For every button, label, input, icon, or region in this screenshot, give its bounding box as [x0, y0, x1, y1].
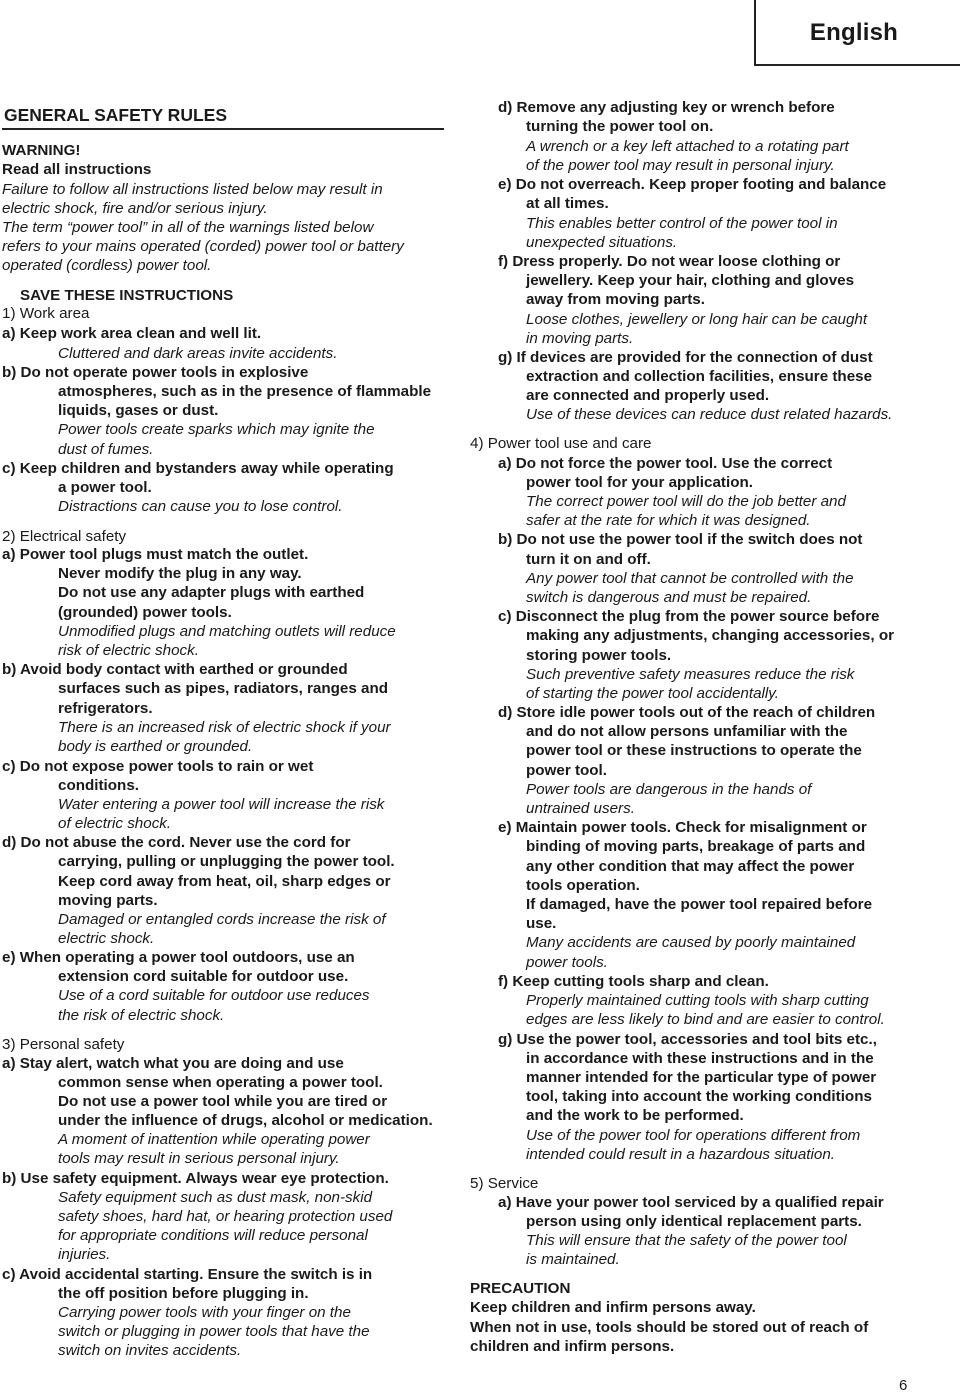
text-line: g) If devices are provided for the connection of dust	[498, 349, 873, 366]
text-line: carrying, pulling or unplugging the power tool.	[58, 853, 395, 870]
text-line: switch on invites accidents.	[58, 1342, 242, 1359]
text-line: b) Use safety equipment. Always wear eye protection.	[2, 1170, 389, 1187]
text-line: a) Stay alert, watch what you are doing and use	[2, 1055, 344, 1072]
language-label: English	[809, 19, 898, 46]
text-line: tools operation.	[526, 877, 640, 894]
text-line: c) Avoid accidental starting. Ensure the switch is in	[2, 1266, 373, 1283]
title-rule	[2, 128, 444, 130]
text-line: and the work to be performed.	[526, 1107, 744, 1124]
text-line: d) Store idle power tools out of the reach of children	[498, 704, 876, 721]
text-line: electric shock.	[58, 930, 155, 947]
text-line: in moving parts.	[526, 330, 634, 347]
text-line: g) Use the power tool, accessories and tool bits etc.,	[498, 1031, 877, 1048]
text-line: power tool.	[526, 762, 607, 779]
text-line: 4) Power tool use and care	[470, 435, 652, 452]
text-line: PRECAUTION	[470, 1280, 571, 1297]
text-line: Water entering a power tool will increase the risk	[58, 796, 385, 813]
text-line: any other condition that may affect the power	[526, 858, 855, 875]
text-line: for appropriate conditions will reduce personal	[58, 1227, 368, 1244]
text-line: surfaces such as pipes, radiators, ranges and	[58, 680, 389, 697]
text-line: Damaged or entangled cords increase the risk of	[58, 911, 386, 928]
text-line: switch or plugging in power tools that have the	[58, 1323, 370, 1340]
text-line: Power tools are dangerous in the hands of	[526, 781, 812, 798]
language-tab	[754, 0, 960, 66]
text-line: WARNING!	[2, 142, 81, 159]
text-line: person using only identical replacement parts.	[526, 1213, 862, 1230]
text-line: moving parts.	[58, 892, 158, 909]
text-line: at all times.	[526, 195, 609, 212]
text-line: Properly maintained cutting tools with sharp cutting	[526, 992, 869, 1009]
text-line: dust of fumes.	[58, 441, 154, 458]
text-line: d) Remove any adjusting key or wrench before	[498, 99, 835, 116]
text-line: Loose clothes, jewellery or long hair can be caught	[526, 311, 868, 328]
text-line: Carrying power tools with your finger on the	[58, 1304, 351, 1321]
text-line: power tool for your application.	[526, 474, 753, 491]
text-line: atmospheres, such as in the presence of flammable	[58, 383, 432, 400]
text-line: The correct power tool will do the job better and	[526, 493, 846, 510]
text-line: c) Do not expose power tools to rain or wet	[2, 758, 314, 775]
text-line: refrigerators.	[58, 700, 153, 717]
text-line: extension cord suitable for outdoor use.	[58, 968, 349, 985]
text-line: manner intended for the particular type of power	[526, 1069, 877, 1086]
text-line: a power tool.	[58, 479, 152, 496]
text-line: body is earthed or grounded.	[58, 738, 253, 755]
text-line: Use of the power tool for operations different from	[526, 1127, 861, 1144]
text-line: Keep cord away from heat, oil, sharp edges or	[58, 873, 391, 890]
text-line: The term “power tool” in all of the warnings listed below	[2, 219, 374, 236]
text-line: Use of a cord suitable for outdoor use reduces	[58, 987, 370, 1004]
text-line: SAVE THESE INSTRUCTIONS	[20, 287, 234, 304]
text-line: c) Keep children and bystanders away while operating	[2, 460, 394, 477]
text-line: a) Power tool plugs must match the outlet.	[2, 546, 309, 563]
text-line: 5) Service	[470, 1175, 539, 1192]
text-line: untrained users.	[526, 800, 635, 817]
text-line: operated (cordless) power tool.	[2, 257, 212, 274]
page-number: 6	[899, 1377, 908, 1394]
text-line: extraction and collection facilities, ensure these	[526, 368, 873, 385]
text-line: Read all instructions	[2, 161, 152, 178]
text-line: is maintained.	[526, 1251, 620, 1268]
text-line: storing power tools.	[526, 647, 672, 664]
text-line: liquids, gases or dust.	[58, 402, 219, 419]
text-line: switch is dangerous and must be repaired.	[526, 589, 812, 606]
text-line: Do not use a power tool while you are tired or	[58, 1093, 388, 1110]
text-line: intended could result in a hazardous situation.	[526, 1146, 836, 1163]
text-line: under the influence of drugs, alcohol or medication.	[58, 1112, 433, 1129]
text-line: tool, taking into account the working conditions	[526, 1088, 872, 1105]
text-line: conditions.	[58, 777, 139, 794]
text-line: jewellery. Keep your hair, clothing and gloves	[526, 272, 855, 289]
text-line: b) Do not operate power tools in explosive	[2, 364, 309, 381]
text-line: are connected and properly used.	[526, 387, 770, 404]
text-line: a) Have your power tool serviced by a qualified repair	[498, 1194, 884, 1211]
text-line: common sense when operating a power tool.	[58, 1074, 383, 1091]
text-line: a) Do not force the power tool. Use the correct	[498, 455, 833, 472]
text-line: f) Keep cutting tools sharp and clean.	[498, 973, 769, 990]
text-line: Use of these devices can reduce dust related hazards.	[526, 406, 893, 423]
text-line: (grounded) power tools.	[58, 604, 232, 621]
text-line: in accordance with these instructions and in the	[526, 1050, 874, 1067]
text-line: e) Maintain power tools. Check for misalignment or	[498, 819, 867, 836]
text-line: the risk of electric shock.	[58, 1007, 225, 1024]
text-line: children and infirm persons.	[470, 1338, 675, 1355]
text-line: making any adjustments, changing accessories, or	[526, 627, 895, 644]
text-line: power tools.	[526, 954, 608, 971]
text-line: safer at the rate for which it was designed.	[526, 512, 811, 529]
text-line: Never modify the plug in any way.	[58, 565, 302, 582]
text-line: 2) Electrical safety	[2, 528, 127, 545]
text-line: the off position before plugging in.	[58, 1285, 309, 1302]
text-line: There is an increased risk of electric shock if your	[58, 719, 391, 736]
section-title: GENERAL SAFETY RULES	[4, 105, 227, 125]
text-line: edges are less likely to bind and are easier to control.	[526, 1011, 885, 1028]
text-line: This will ensure that the safety of the power tool	[526, 1232, 847, 1249]
text-line: safety shoes, hard hat, or hearing protection used	[58, 1208, 393, 1225]
text-line: tools may result in serious personal injury.	[58, 1150, 340, 1167]
text-line: 3) Personal safety	[2, 1036, 125, 1053]
text-line: d) Do not abuse the cord. Never use the cord for	[2, 834, 351, 851]
text-line: b) Do not use the power tool if the switch does not	[498, 531, 863, 548]
text-line: use.	[526, 915, 557, 932]
text-line: injuries.	[58, 1246, 111, 1263]
text-line: turning the power tool on.	[526, 118, 714, 135]
text-line: turn it on and off.	[526, 551, 651, 568]
text-line: A wrench or a key left attached to a rotating part	[526, 138, 849, 155]
text-line: risk of electric shock.	[58, 642, 199, 659]
text-line: of electric shock.	[58, 815, 172, 832]
text-line: Do not use any adapter plugs with earthed	[58, 584, 365, 601]
text-line: A moment of inattention while operating power	[58, 1131, 370, 1148]
text-line: Distractions can cause you to lose control.	[58, 498, 343, 515]
text-line: Power tools create sparks which may ignite the	[58, 421, 375, 438]
text-line: electric shock, fire and/or serious injury.	[2, 200, 268, 217]
text-line: e) Do not overreach. Keep proper footing and balance	[498, 176, 887, 193]
text-line: of the power tool may result in personal injury.	[526, 157, 835, 174]
text-line: 1) Work area	[2, 305, 90, 322]
text-line: e) When operating a power tool outdoors, use an	[2, 949, 355, 966]
text-line: When not in use, tools should be stored out of reach of	[470, 1319, 869, 1336]
text-line: Cluttered and dark areas invite accidents.	[58, 345, 338, 362]
text-line: Keep children and infirm persons away.	[470, 1299, 756, 1316]
text-line: a) Keep work area clean and well lit.	[2, 325, 262, 342]
text-line: Such preventive safety measures reduce the risk	[526, 666, 855, 683]
text-line: Failure to follow all instructions listed below may result in	[2, 181, 383, 198]
text-line: c) Disconnect the plug from the power source before	[498, 608, 880, 625]
text-line: binding of moving parts, breakage of parts and	[526, 838, 866, 855]
text-line: f) Dress properly. Do not wear loose clothing or	[498, 253, 841, 270]
text-line: Any power tool that cannot be controlled with the	[526, 570, 854, 587]
text-line: unexpected situations.	[526, 234, 678, 251]
text-line: away from moving parts.	[526, 291, 705, 308]
text-line: and do not allow persons unfamiliar with the	[526, 723, 848, 740]
text-line: If damaged, have the power tool repaired before	[526, 896, 873, 913]
text-line: refers to your mains operated (corded) power tool or battery	[2, 238, 404, 255]
text-line: of starting the power tool accidentally.	[526, 685, 779, 702]
text-line: Many accidents are caused by poorly maintained	[526, 934, 856, 951]
text-line: Unmodified plugs and matching outlets will reduce	[58, 623, 396, 640]
text-line: power tool or these instructions to operate the	[526, 742, 862, 759]
text-line: b) Avoid body contact with earthed or grounded	[2, 661, 348, 678]
text-line: This enables better control of the power tool in	[526, 215, 838, 232]
text-line: Safety equipment such as dust mask, non-skid	[58, 1189, 373, 1206]
